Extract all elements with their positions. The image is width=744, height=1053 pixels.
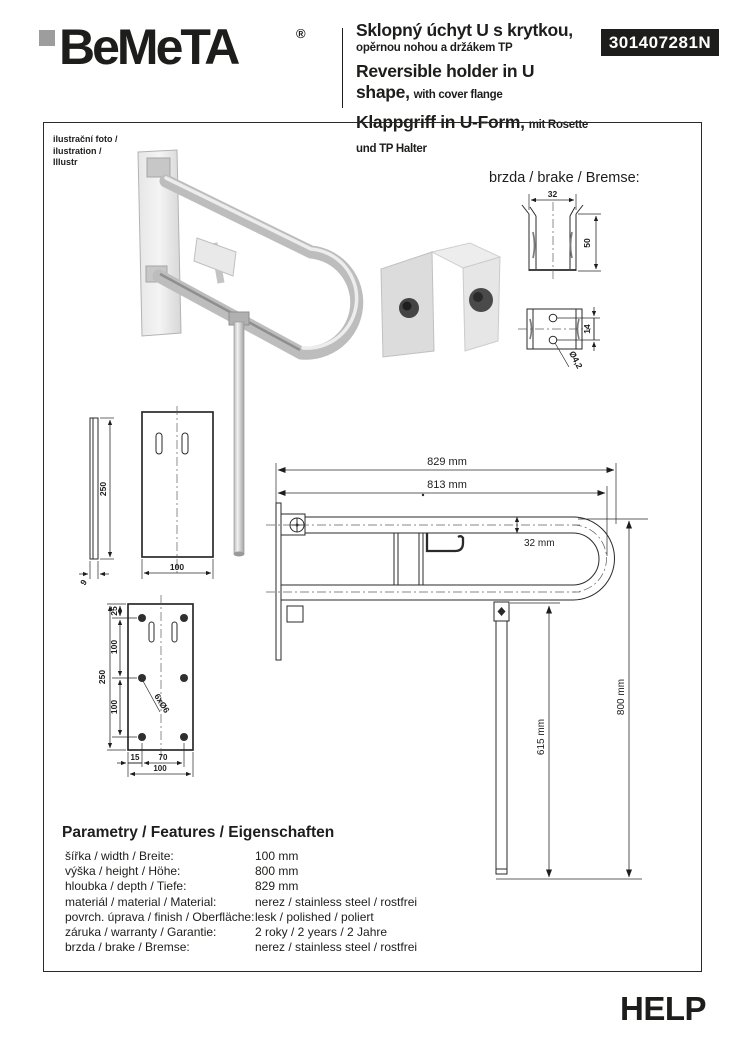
registered-trademark-icon: ® — [296, 26, 306, 41]
parameter-row — [65, 864, 417, 879]
dim-brake-hole-spacing: 14 — [582, 324, 592, 334]
parameter-row — [65, 879, 417, 894]
dim-mp-row-upper: 100 — [109, 639, 119, 655]
parameter-value: 100 mm — [255, 849, 299, 863]
parameter-row — [65, 940, 417, 955]
illustration-label-line3: Illustr — [53, 157, 78, 167]
dim-arm-length: 813 mm — [427, 479, 467, 491]
parameter-value: 829 mm — [255, 879, 299, 894]
dim-plate-side-height: 250 — [98, 481, 108, 497]
dim-leg-length: 615 mm — [536, 718, 547, 756]
dim-mp-hole-spacing: 70 — [158, 753, 168, 762]
mounting-plate-drawing — [97, 595, 193, 777]
dim-total-length: 829 mm — [427, 456, 467, 468]
plate-side-view-drawing — [78, 418, 114, 587]
dim-mp-left-offset: 15 — [130, 753, 140, 762]
parameters-title: Parametry / Features / Eigenschaften — [62, 824, 335, 841]
product-title-en-main: Reversible holder in U shape, — [356, 61, 535, 102]
parameter-label: povrch. úprava / finish / Oberfläche: — [65, 909, 255, 924]
dim-plate-front-width: 100 — [169, 562, 185, 572]
dim-brake-hole-diameter: Ø4,2 — [567, 349, 585, 371]
brake-front-view-drawing — [518, 307, 600, 370]
plate-front-view-drawing — [142, 406, 213, 579]
dim-tube-diameter: 32 mm — [524, 538, 555, 549]
illustration-label-line2: ilustration / — [53, 145, 102, 156]
parameter-row — [65, 910, 417, 925]
parameter-label: materiál / material / Material: — [65, 894, 217, 909]
product-title-de-main: Klappgriff in U-Form, — [356, 112, 525, 132]
dim-mp-row-lower: 100 — [109, 699, 119, 715]
brake-section-label: brzda / brake / Bremse: — [489, 170, 640, 186]
parameter-value: 800 mm — [255, 864, 299, 879]
mp-holes-note: 6xØ6 — [152, 691, 172, 715]
parameter-label: záruka / warranty / Garantie: — [65, 925, 217, 940]
brand-logo: BeMeTA — [59, 19, 238, 75]
dim-mp-total-width: 100 — [153, 764, 167, 773]
product-title-de-sub: mit Rosette und TP Halter — [356, 119, 589, 155]
product-title-en-sub: with cover flange — [413, 89, 503, 101]
brake-photo — [381, 243, 500, 357]
product-code-badge: 301407281N — [601, 29, 719, 56]
product-title-cs: Sklopný úchyt U s krytkou, — [356, 20, 573, 40]
dim-brake-width: 32 — [547, 189, 558, 199]
product-subtitle-cs: opěrnou nohou a držákem TP — [356, 42, 513, 54]
help-brand-logo: HELP — [619, 990, 706, 1027]
parameter-row — [65, 925, 417, 940]
parameter-row — [65, 849, 417, 864]
dim-brake-height: 50 — [582, 238, 592, 248]
parameter-label: hloubka / depth / Tiefe: — [65, 879, 187, 894]
illustration-label-line1: ilustrační foto / — [53, 134, 118, 144]
parameter-value: nerez / stainless steel / rostfrei — [255, 894, 418, 909]
dim-mp-top-offset: 25 — [109, 606, 119, 616]
parameters-table — [65, 849, 417, 955]
parameter-value: 2 roky / 2 years / 2 Jahre — [255, 925, 388, 940]
parameter-label: šířka / width / Breite: — [65, 849, 174, 863]
bar-side-view-drawing — [266, 456, 648, 879]
parameter-value: nerez / stainless steel / rostfrei — [255, 940, 418, 955]
parameter-label: brzda / brake / Bremse: — [65, 940, 190, 955]
dim-mount-height: 800 mm — [616, 678, 627, 716]
parameter-value: lesk / polished / poliert — [255, 909, 374, 924]
dim-plate-side-thickness: 9 — [78, 577, 89, 588]
brake-top-view-drawing — [522, 189, 601, 281]
parameter-label: výška / height / Höhe: — [65, 864, 181, 879]
dim-mp-total-height: 250 — [97, 669, 107, 685]
parameter-row — [65, 895, 417, 910]
